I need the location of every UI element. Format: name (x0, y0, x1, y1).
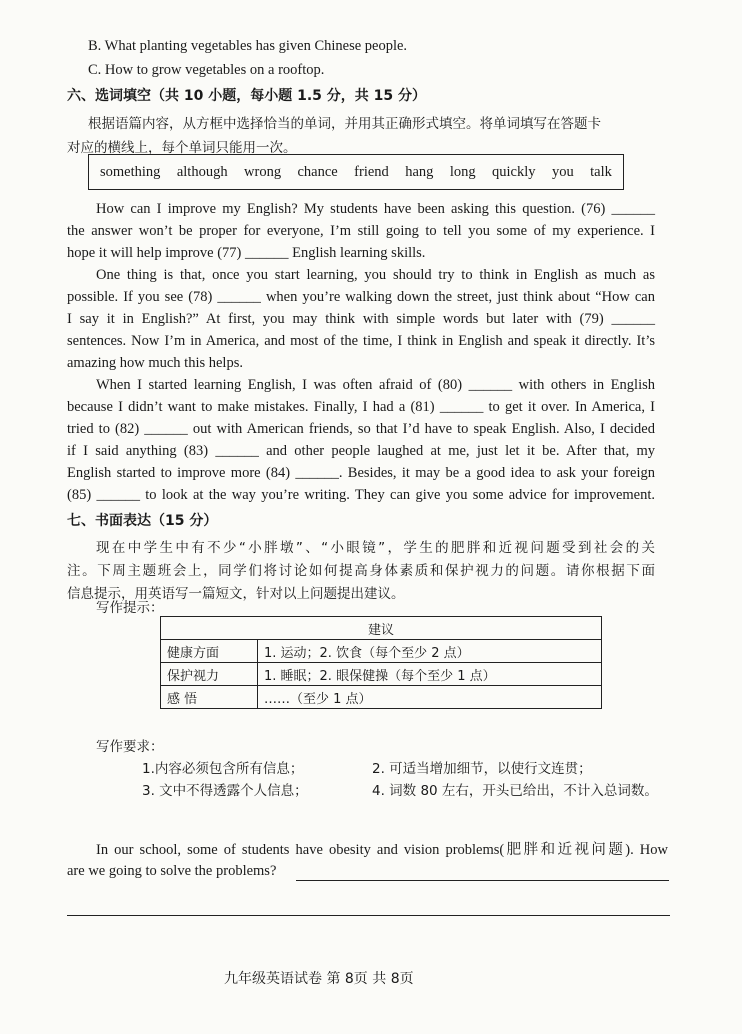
table-value-cell: 1. 运动；2. 饮食（每个至少 2 点） (258, 640, 602, 663)
word-bank-item: you (551, 163, 574, 180)
section6-instruction-1: 根据语篇内容，从方框中选择恰当的单词，并用其正确形式填空。将单词填写在答题卡 (88, 116, 601, 132)
option-b: B. What planting vegetables has given Chinese people. (88, 38, 408, 54)
word-bank-item: talk (590, 163, 612, 180)
word-bank-box (88, 154, 624, 190)
table-key-cell: 保护视力 (161, 663, 258, 686)
word-bank-item: quickly (492, 163, 536, 180)
section7-heading: 七、书面表达（15 分） (67, 513, 218, 529)
section6-instruction-2: 对应的横线上，每个单词只能用一次。 (67, 140, 297, 156)
passage-line: amazing how much this helps. (67, 355, 243, 371)
passage-line: tried to (82) ______ out with American friends, so that I’d have to speak English. Also, I decided (67, 421, 655, 437)
table-row (161, 663, 602, 686)
passage-line: When I started learning English, I was often afraid of (80) ______ with others in English (96, 377, 655, 393)
requirement-item: 3. 文中不得透露个人信息； (142, 783, 308, 799)
answer-line[interactable] (67, 915, 670, 916)
page-footer: 九年级英语试卷 第 8页 共 8页 (224, 971, 414, 987)
table-value-cell: 1. 睡眠；2. 眼保健操（每个至少 1 点） (258, 663, 602, 686)
passage-line: possible. If you see (78) ______ when you’re walking down the street, just think about “How can (67, 289, 655, 305)
passage-line: English started to improve more (84) ______. Besides, it may be a good idea to ask your foreign (67, 465, 655, 481)
word-bank-item: long (449, 163, 476, 180)
word-bank-item: hang (405, 163, 434, 180)
word-bank-item: chance (297, 163, 338, 180)
table-row (161, 640, 602, 663)
writing-requirements-label: 写作要求： (96, 739, 164, 755)
table-value-cell: ……（至少 1 点） (258, 686, 602, 709)
table-key-cell: 感 悟 (161, 686, 258, 709)
requirement-item: 4. 词数 80 左右，开头已给出，不计入总词数。 (372, 783, 658, 799)
passage-line: because I didn’t want to make mistakes. Finally, I had a (81) ______ to get it over. In America, I (67, 399, 655, 415)
passage-line: hope it will help improve (77) ______ English learning skills. (67, 245, 426, 261)
passage-line: One thing is that, once you start learning, you should try to think in English as much as (96, 267, 655, 283)
section7-intro-1: 现在中学生中有不少“小胖墩”、“小眼镜”，学生的肥胖和近视问题受到社会的关 (96, 540, 655, 556)
section6-heading: 六、选词填空（共 10 小题，每小题 1.5 分，共 15 分） (67, 88, 427, 104)
requirement-item: 1.内容必须包含所有信息； (142, 761, 304, 777)
writing-tips-table (160, 616, 602, 709)
section7-intro-2: 注。下周主题班会上，同学们将讨论如何提高身体素质和保护视力的问题。请你根据下面 (67, 563, 655, 579)
table-header-cell: 建议 (161, 617, 602, 640)
table-row (161, 686, 602, 709)
passage-line: sentences. Now I’m in America, and most of the time, I think in English and speak it directly. It’s (67, 333, 655, 349)
word-bank-item: wrong (244, 163, 282, 180)
passage-line: (85) ______ to look at the way you’re writing. They can give you some advice for improvement. (67, 487, 655, 503)
passage-line: I say it in English?” At first, you may think with simple words but later with (79) ______ (67, 311, 655, 327)
answer-line[interactable] (296, 880, 669, 881)
passage-line: the answer won’t be proper for everyone, I’m still going to tell you some of my experience. I (67, 223, 655, 239)
word-bank-item: friend (354, 163, 389, 180)
table-header-row (161, 617, 602, 640)
word-bank-item: something (100, 163, 161, 180)
passage-line: How can I improve my English? My students have been asking this question. (76) ______ (96, 201, 655, 217)
table-key-cell: 健康方面 (161, 640, 258, 663)
essay-starter-line-2: are we going to solve the problems? (67, 863, 277, 879)
option-c: C. How to grow vegetables on a rooftop. (88, 62, 325, 78)
writing-tips-label: 写作提示： (96, 600, 164, 616)
passage-line: if I said anything (83) ______ and other people laughed at me, just let it be. After that, my (67, 443, 655, 459)
requirement-item: 2. 可适当增加细节，以使行文连贯； (372, 761, 592, 777)
word-bank-item: although (176, 163, 228, 180)
essay-starter-line-1: In our school, some of students have obesity and vision problems(肥胖和近视问题). How (96, 842, 668, 858)
section7-intro-3: 信息提示，用英语写一篇短文，针对以上问题提出建议。 (67, 586, 405, 602)
